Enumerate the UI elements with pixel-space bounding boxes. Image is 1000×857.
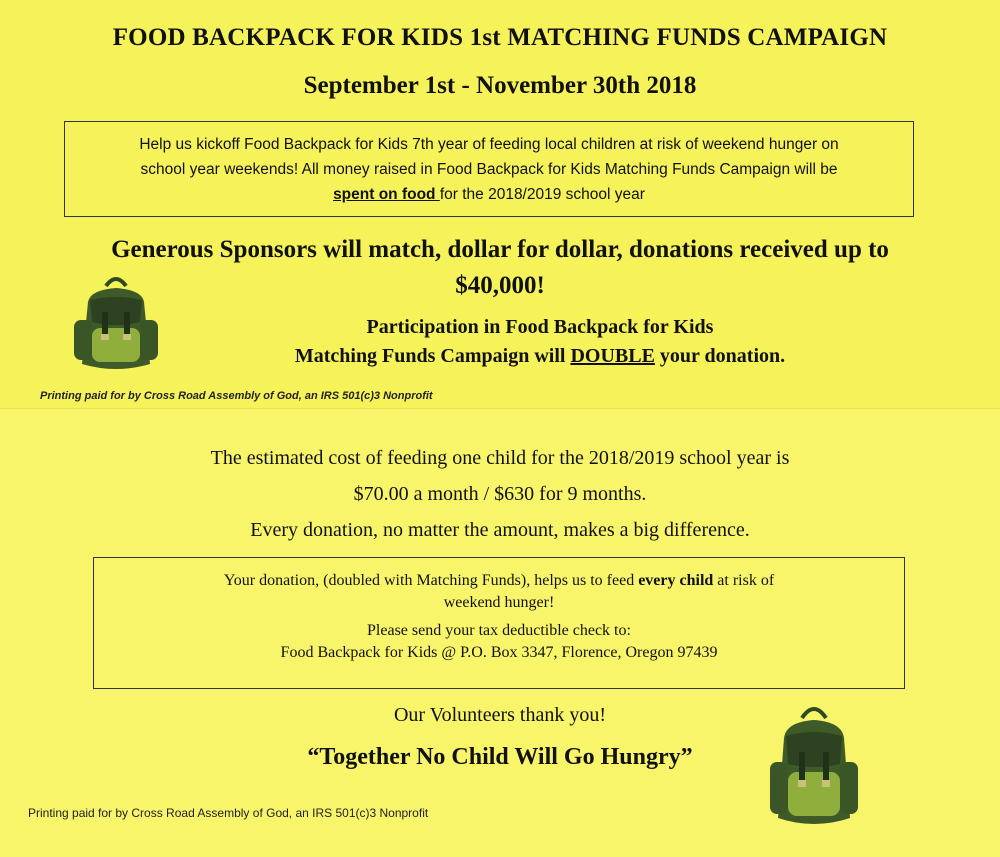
- spent-on-food-emphasis: spent on food: [333, 186, 440, 203]
- donation-line-3: Please send your tax deductible check to:: [367, 622, 631, 639]
- volunteer-thanks: Our Volunteers thank you!: [393, 704, 606, 726]
- participation-line-2: [180, 342, 900, 371]
- intro-line-3: [65, 182, 913, 207]
- every-child-emphasis: every child: [638, 572, 714, 589]
- donation-line-1-post: at risk of: [713, 572, 775, 589]
- sponsor-amount: $40,000!: [455, 272, 545, 299]
- cost-line-3: Every donation, no matter the amount, makes a big difference.: [250, 519, 750, 541]
- double-emphasis: DOUBLE: [570, 345, 655, 367]
- donation-box: [93, 557, 905, 689]
- intro-line-3-rest: for the 2018/2019 school year: [439, 186, 645, 203]
- slogan: “Together No Child Will Go Hungry”: [307, 744, 693, 770]
- sponsor-line-1: Generous Sponsors will match, dollar for dollar, donations received up to: [111, 236, 889, 263]
- donation-line-1-pre: Your donation, (doubled with Matching Funds), helps us to feed: [223, 572, 639, 589]
- printing-note-top: Printing paid for by Cross Road Assembly of God, an IRS 501(c)3 Nonprofit: [40, 390, 433, 402]
- participation-line-2-pre: Matching Funds Campaign will: [294, 345, 571, 367]
- cost-line-1: The estimated cost of feeding one child for the 2018/2019 school year is: [210, 447, 790, 469]
- intro-line-2: school year weekends! All money raised in Food Backpack for Kids Matching Funds Campaign will be: [140, 161, 838, 178]
- printing-note-bottom: Printing paid for by Cross Road Assembly of God, an IRS 501(c)3 Nonprofit: [28, 806, 429, 820]
- participation-line-2-post: your donation.: [654, 345, 786, 367]
- donation-line-1: [94, 570, 904, 592]
- participation-text: [180, 313, 900, 371]
- cost-line-2: $70.00 a month / $630 for 9 months.: [353, 483, 647, 505]
- campaign-dates: September 1st - November 30th 2018: [303, 72, 697, 99]
- sponsor-match-heading: [40, 232, 960, 304]
- donation-line-2: weekend hunger!: [443, 594, 555, 611]
- backpack-icon: [766, 700, 862, 832]
- cost-text: [60, 440, 940, 548]
- intro-box: [64, 121, 914, 217]
- intro-line-1: Help us kickoff Food Backpack for Kids 7th year of feeding local children at risk of weekend hunger on: [139, 136, 839, 153]
- backpack-icon: [68, 272, 164, 376]
- campaign-title: FOOD BACKPACK FOR KIDS 1st MATCHING FUNDS CAMPAIGN: [112, 24, 888, 51]
- participation-line-1: Participation in Food Backpack for Kids: [366, 316, 714, 338]
- mailing-address: Food Backpack for Kids @ P.O. Box 3347, Florence, Oregon 97439: [280, 644, 718, 661]
